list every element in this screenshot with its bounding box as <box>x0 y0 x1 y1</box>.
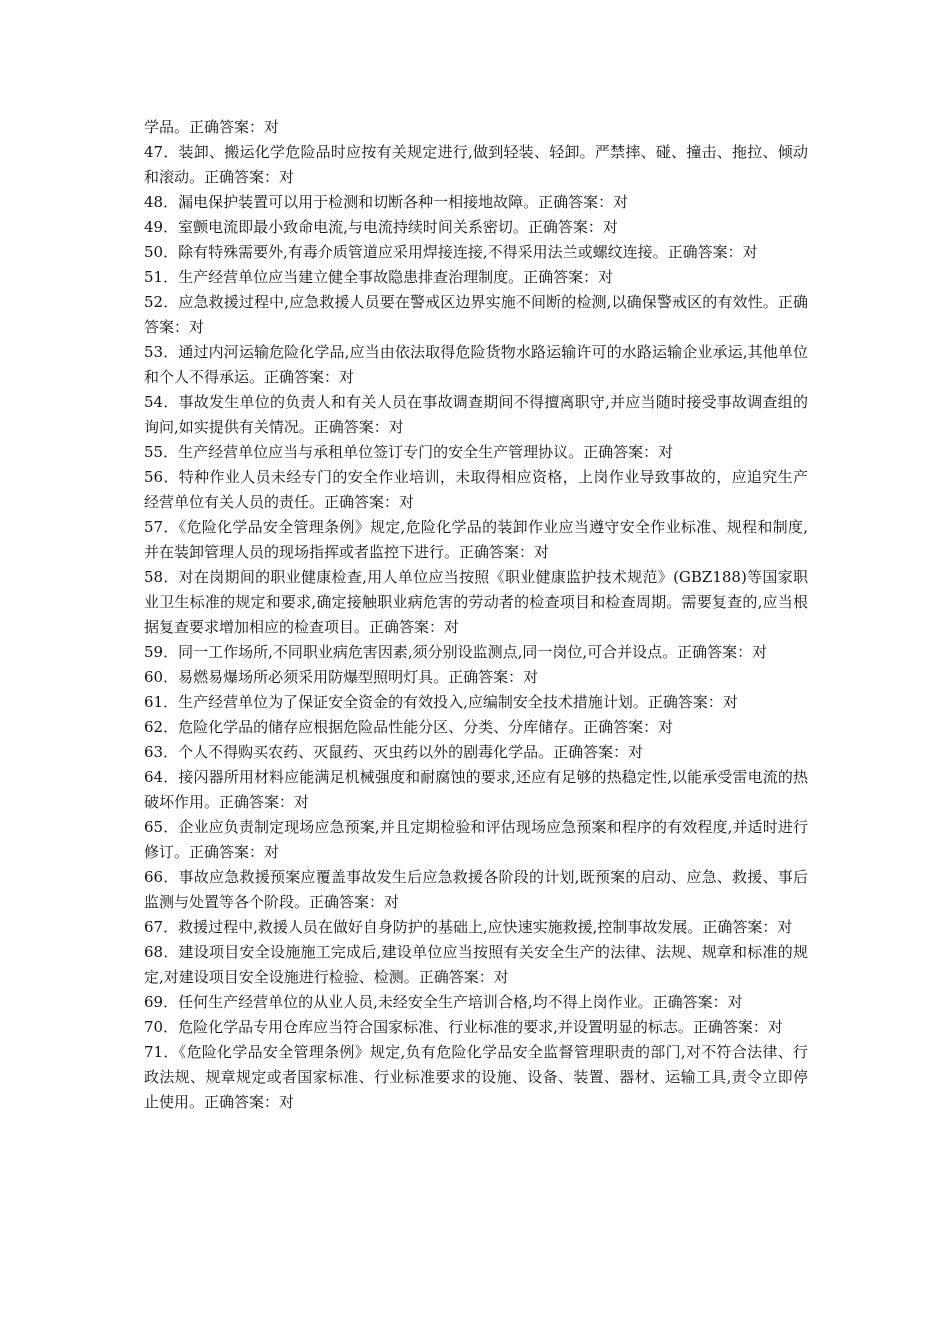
question-item: 51．生产经营单位应当建立健全事故隐患排查治理制度。正确答案：对 <box>144 268 614 286</box>
question-item: 学品。正确答案：对 <box>144 118 280 136</box>
question-item: 55．生产经营单位应当与承租单位签订专门的安全生产管理协议。正确答案：对 <box>144 443 674 461</box>
question-item: 58．对在岗期间的职业健康检查,用人单位应当按照《职业健康监护技术规范》(GBZ188)等国家职业卫生标准的规定和要求,确定接触职业病危害的劳动者的检查项目和检查周期。需要复查的,应当根据复查要求增加相应的检查项目。正确答案：对 <box>144 568 808 636</box>
document-body <box>144 115 808 1115</box>
question-item: 57．《危险化学品安全管理条例》规定,危险化学品的装卸作业应当遵守安全作业标准、规程和制度,并在装卸管理人员的现场指挥或者监控下进行。正确答案：对 <box>144 518 808 561</box>
question-item: 48．漏电保护装置可以用于检测和切断各种一相接地故障。正确答案：对 <box>144 193 629 211</box>
question-item: 60．易燃易爆场所必须采用防爆型照明灯具。正确答案：对 <box>144 668 539 686</box>
question-item: 59．同一工作场所,不同职业病危害因素,须分别设监测点,同一岗位,可合并设点。正确答案：对 <box>144 643 768 661</box>
question-item: 61．生产经营单位为了保证安全资金的有效投入,应编制安全技术措施计划。正确答案：对 <box>144 693 738 711</box>
question-item: 50．除有特殊需要外,有毒介质管道应采用焊接连接,不得采用法兰或螺纹连接。正确答案：对 <box>144 243 758 261</box>
question-item: 66．事故应急救援预案应覆盖事故发生后应急救援各阶段的计划,既预案的启动、应急、救援、事后监测与处置等各个阶段。正确答案：对 <box>144 868 808 911</box>
question-item: 54．事故发生单位的负责人和有关人员在事故调查期间不得擅离职守,并应当随时接受事故调查组的询问,如实提供有关情况。正确答案：对 <box>144 393 808 436</box>
question-item: 49．室颤电流即最小致命电流,与电流持续时间关系密切。正确答案：对 <box>144 218 618 236</box>
question-item: 62．危险化学品的储存应根据危险品性能分区、分类、分库储存。正确答案：对 <box>144 718 674 736</box>
question-item: 67．救援过程中,救援人员在做好自身防护的基础上,应快速实施救援,控制事故发展。正确答案：对 <box>144 918 793 936</box>
question-item: 64．接闪器所用材料应能满足机械强度和耐腐蚀的要求,还应有足够的热稳定性,以能承受雷电流的热破坏作用。正确答案：对 <box>144 768 808 811</box>
question-item: 56．特种作业人员未经专门的安全作业培训，未取得相应资格，上岗作业导致事故的，应追究生产经营单位有关人员的责任。正确答案：对 <box>144 468 808 511</box>
question-item: 63．个人不得购买农药、灭鼠药、灭虫药以外的剧毒化学品。正确答案：对 <box>144 743 644 761</box>
question-item: 70．危险化学品专用仓库应当符合国家标准、行业标准的要求,并设置明显的标志。正确答案：对 <box>144 1018 783 1036</box>
question-item: 47．装卸、搬运化学危险品时应按有关规定进行,做到轻装、轻卸。严禁摔、碰、撞击、拖拉、倾动和滚动。正确答案：对 <box>144 143 808 186</box>
question-item: 69．任何生产经营单位的从业人员,未经安全生产培训合格,均不得上岗作业。正确答案：对 <box>144 993 743 1011</box>
question-item: 52．应急救援过程中,应急救援人员要在警戒区边界实施不间断的检测,以确保警戒区的有效性。正确答案：对 <box>144 293 808 336</box>
question-item: 65．企业应负责制定现场应急预案,并且定期检验和评估现场应急预案和程序的有效程度,并适时进行修订。正确答案：对 <box>144 818 808 861</box>
question-item: 71．《危险化学品安全管理条例》规定,负有危险化学品安全监督管理职责的部门,对不符合法律、行政法规、规章规定或者国家标准、行业标准要求的设施、设备、装置、器材、运输工具,责令立即停止使用。正确答案：对 <box>144 1043 808 1111</box>
question-item: 53．通过内河运输危险化学品,应当由依法取得危险货物水路运输许可的水路运输企业承运,其他单位和个人不得承运。正确答案：对 <box>144 343 808 386</box>
question-item: 68．建设项目安全设施施工完成后,建设单位应当按照有关安全生产的法律、法规、规章和标准的规定,对建设项目安全设施进行检验、检测。正确答案：对 <box>144 943 808 986</box>
